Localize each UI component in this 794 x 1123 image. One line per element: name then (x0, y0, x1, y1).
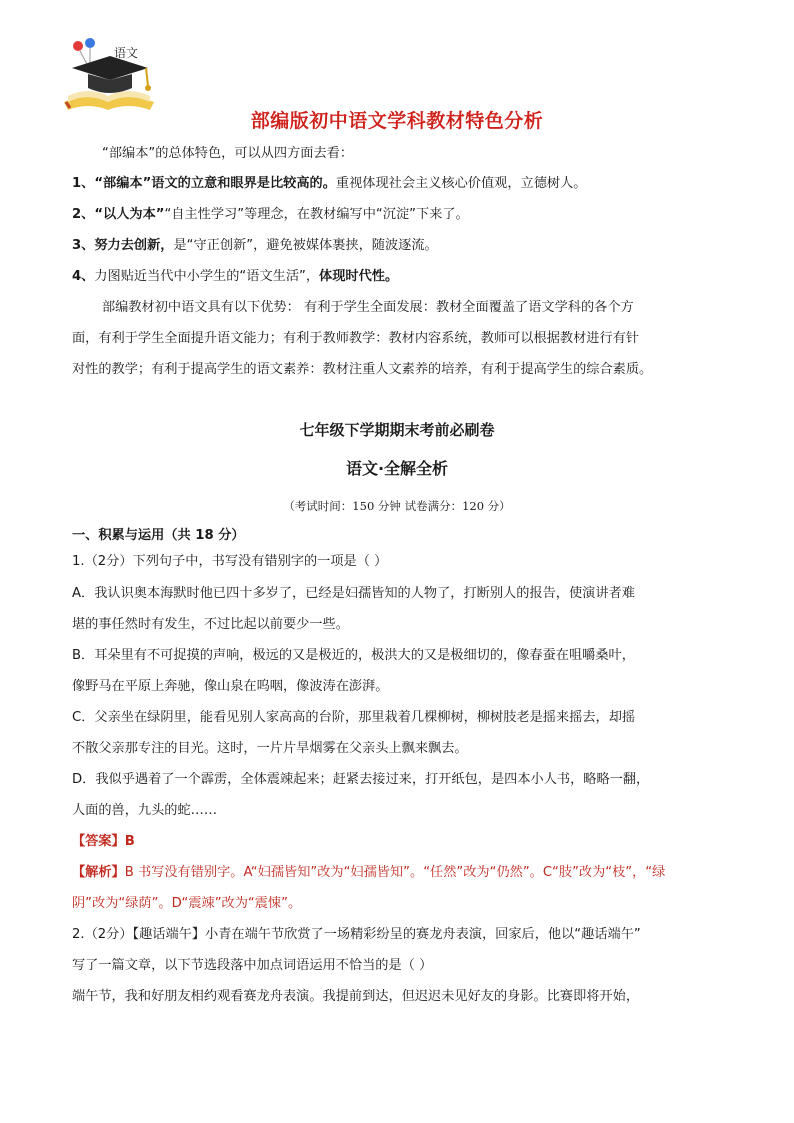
exam-meta: （考试时间：150 分钟 试卷满分：120 分） (283, 499, 511, 513)
option-a-line-1: A．我认识奥本海默时他已四十多岁了，已经是妇孺皆知的人物了，打断别人的报告，使演讲者难 (72, 586, 635, 601)
exam-title: 七年级下学期期末考前必刷卷 (299, 421, 495, 439)
page-title: 部编版初中语文学科教材特色分析 (250, 110, 544, 132)
logo-text: 语文 (114, 46, 139, 60)
graduation-cap-book-icon (58, 36, 158, 114)
option-c-line-1: C．父亲坐在绿阴里，能看见别人家高高的台阶，那里栽着几棵柳树，柳树肢老是摇来摇去，却摇 (72, 710, 636, 725)
section-heading: 一、积累与运用（共 18 分） (72, 528, 245, 543)
advantage-line: 部编教材初中语文具有以下优势： 有利于学生全面发展：教材全面覆盖了语文学科的各个方 (102, 300, 634, 315)
exam-subtitle: 语文·全解全析 (345, 459, 449, 478)
analysis-line-2: 阴”改为“绿荫”。D“震竦”改为“震悚”。 (72, 896, 302, 911)
intro-lead: “部编本”的总体特色，可以从四方面去看： (102, 146, 354, 161)
option-a-line-2: 堪的事任然时有发生，不过比起以前要少一些。 (72, 617, 349, 632)
analysis-line-1: 【解析】B 书写没有错别字。A“妇孺皆知”改为“妇孺皆知”。“任然”改为“仍然”。C“肢”改为“枝”，“绿 (72, 865, 666, 880)
intro-point-2: 2、“以人为本”“自主性学习”等理念，在教材编写中“沉淀”下来了。 (72, 207, 469, 222)
option-c-line-2: 不散父亲那专注的目光。这时，一片片旱烟雾在父亲头上飘来飘去。 (72, 741, 468, 756)
option-d-line-2: 人面的兽，九头的蛇…… (72, 803, 218, 818)
question-1-stem: 1.（2分）下列句子中，书写没有错别字的一项是（ ） (72, 554, 388, 569)
advantage-line: 面，有利于学生全面提升语文能力；有利于教师教学：教材内容系统，教师可以根据教材进行有针 (72, 331, 640, 346)
option-b-line-1: B．耳朵里有不可捉摸的声响，极远的又是极近的，极洪大的又是极细切的，像春蚕在咀嚼桑叶， (72, 648, 635, 663)
intro-point-1: 1、“部编本”语文的立意和眼界是比较高的。重视体现社会主义核心价值观，立德树人。 (72, 176, 587, 191)
question-2-passage: 端午节，我和好朋友相约观看赛龙舟表演。我提前到达，但迟迟未见好友的身影。比赛即将开始， (72, 989, 640, 1004)
answer-line: 【答案】B (72, 834, 135, 849)
question-2-stem-line-1: 2.（2分）【趣话端午】小青在端午节欣赏了一场精彩纷呈的赛龙舟表演，回家后，他以“趣话端午” (72, 927, 641, 942)
option-d-line-1: D．我似乎遇着了一个霹雳，全体震竦起来；赶紧去接过来，打开纸包，是四本小人书，略略一翻， (72, 772, 650, 787)
intro-point-4: 4、力图贴近当代中小学生的“语文生活”，体现时代性。 (72, 269, 399, 284)
question-2-stem-line-2: 写了一篇文章，以下节选段落中加点词语运用不恰当的是（ ） (72, 958, 433, 973)
option-b-line-2: 像野马在平原上奔驰，像山泉在呜咽，像波涛在澎湃。 (72, 679, 389, 694)
advantage-line: 对性的教学；有利于提高学生的语文素养：教材注重人文素养的培养，有利于提高学生的综合素质。 (72, 362, 653, 377)
intro-point-3: 3、努力去创新，是“守正创新”，避免被媒体裹挟，随波逐流。 (72, 238, 438, 253)
